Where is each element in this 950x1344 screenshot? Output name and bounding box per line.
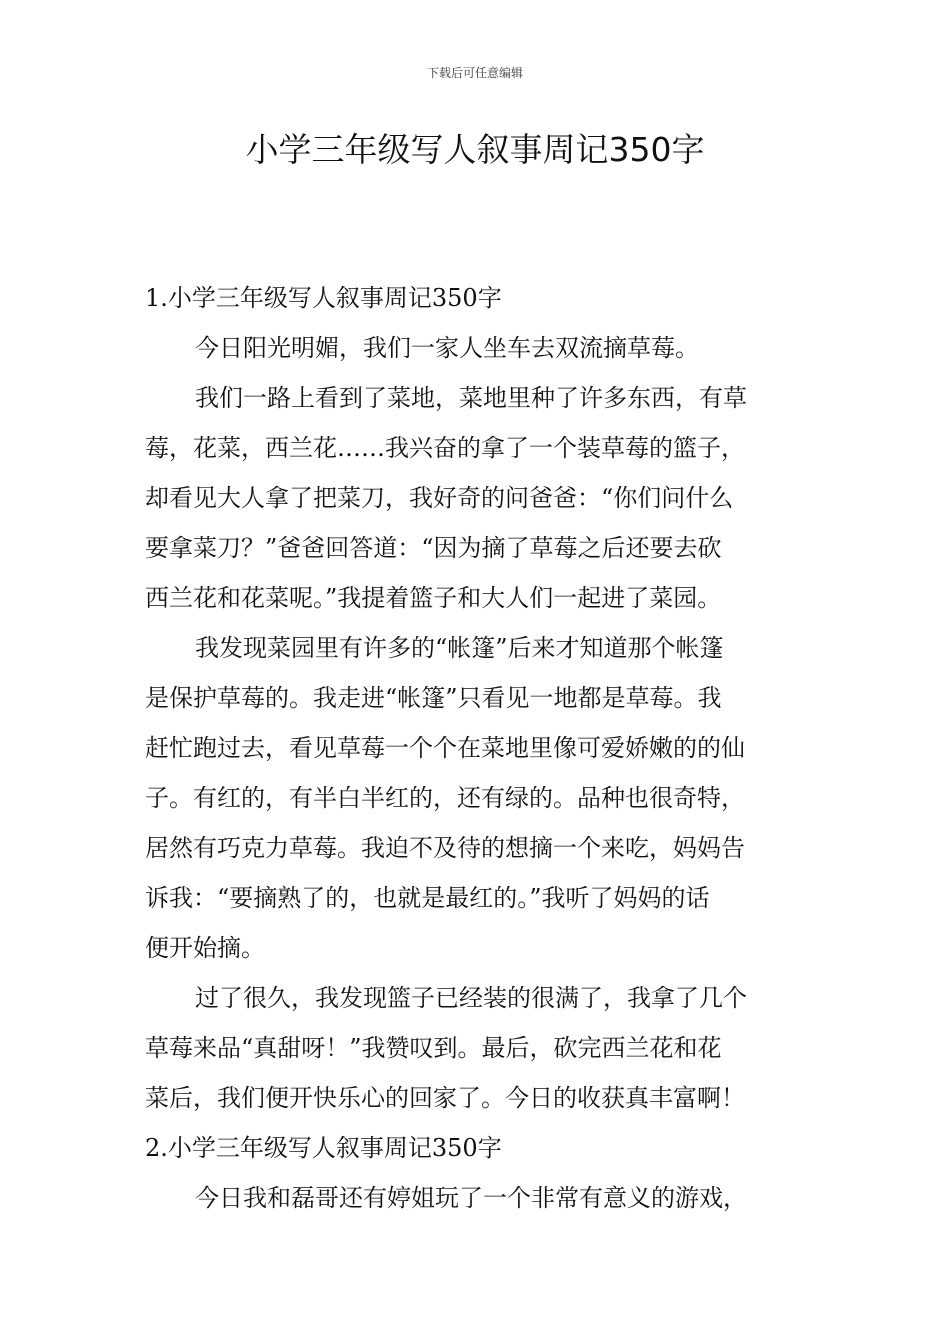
text-line: 莓，花菜，西兰花……我兴奋的拿了一个装草莓的篮子， [145,434,745,462]
text-line: 便开始摘。 [145,934,265,962]
text-line: 1.小学三年级写人叙事周记350字 [145,284,502,312]
text-line: 我们一路上看到了菜地，菜地里种了许多东西，有草 [195,384,747,412]
text-line: 要拿菜刀？”爸爸回答道：“因为摘了草莓之后还要去砍 [145,534,722,562]
header-note: 下载后可任意编辑 [426,66,523,80]
text-line: 2.小学三年级写人叙事周记350字 [145,1134,502,1162]
text-line: 赶忙跑过去，看见草莓一个个在菜地里像可爱娇嫩的的仙 [145,734,745,762]
text-line: 西兰花和花菜呢。”我提着篮子和大人们一起进了菜园。 [145,584,722,612]
text-line: 是保护草莓的。我走进“帐篷”只看见一地都是草莓。我 [145,684,722,712]
text-line: 今日我和磊哥还有婷姐玩了一个非常有意义的游戏， [195,1184,747,1212]
text-line: 我发现菜园里有许多的“帐篷”后来才知道那个帐篷 [195,634,724,662]
text-line: 诉我：“要摘熟了的，也就是最红的。”我听了妈妈的话 [145,884,710,912]
text-line: 却看见大人拿了把菜刀，我好奇的问爸爸：“你们问什么 [145,484,734,512]
document-body [145,273,807,1223]
document-title: 小学三年级写人叙事周记350字 [245,130,705,169]
text-line: 子。有红的，有半白半红的，还有绿的。品种也很奇特， [145,784,745,812]
text-line: 草莓来品“真甜呀！”我赞叹到。最后，砍完西兰花和花 [145,1034,722,1062]
text-line: 菜后，我们便开快乐心的回家了。今日的收获真丰富啊！ [145,1084,745,1112]
text-line: 过了很久，我发现篮子已经装的很满了，我拿了几个 [195,984,747,1012]
text-line: 今日阳光明媚，我们一家人坐车去双流摘草莓。 [195,334,699,362]
text-line: 居然有巧克力草莓。我迫不及待的想摘一个来吃，妈妈告 [145,834,745,862]
